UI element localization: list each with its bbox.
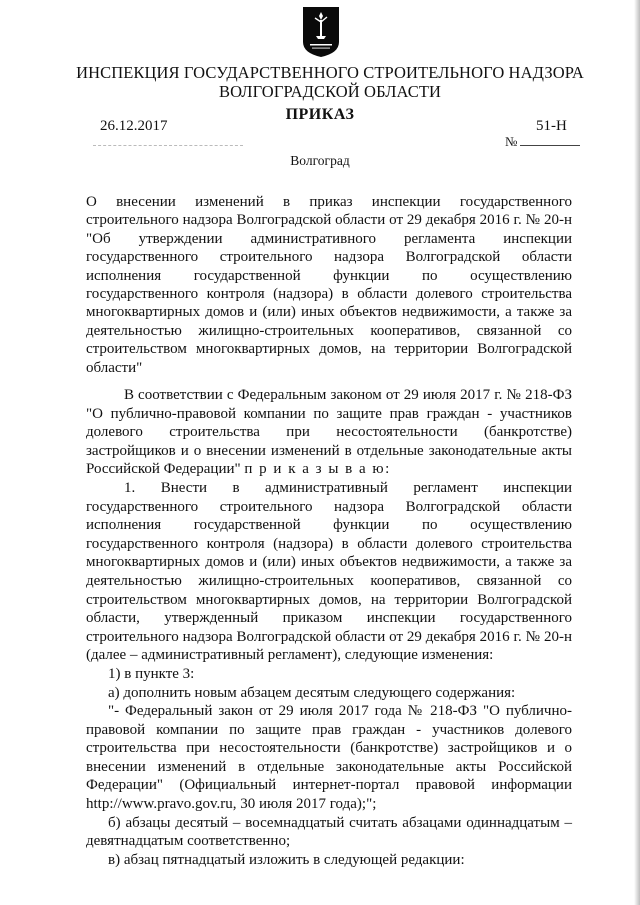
number-underline [520,145,580,146]
authority-name-line2: ВОЛГОГРАДСКОЙ ОБЛАСТИ [218,82,442,101]
authority-name-line1: ИНСПЕКЦИЯ ГОСУДАРСТВЕННОГО СТРОИТЕЛЬНОГО НАДЗОРА [76,63,584,82]
preamble-paragraph [86,386,572,479]
subitem-b-paragraph: б) абзацы десятый – восемнадцатый считать абзацами одиннадцатым – девятнадцатым соответственно; [86,814,572,850]
subitem-a-paragraph: а) дополнить новым абзацем десятым следующего содержания: [108,684,516,701]
number-sign: № [505,134,518,149]
date-underline [93,145,243,146]
order-title: ПРИКАЗ [285,106,355,123]
item-1-paragraph: 1. Внести в административный регламент инспекции государственного строительного надзора Волгоградской области исполнения государственной функции по осуществлению государственного контроля (надзора) в области долевого строительства многоквартирных домов и (или) иных объектов недвижимости, а также за деятельностью жилищно-строительных кооперативов, связанной со строительством многоквартирных домов, на территории Волгоградской области, утвержденный приказом инспекции государственного строительного надзора Волгоградской области от 29 декабря 2016 г. № 20-н (далее – административный регламент), следующие изменения: [86,479,572,664]
order-word: п р и к а з ы в а ю: [244,461,391,478]
order-body [86,386,572,869]
preamble-text: В соответствии с Федеральным законом от 29 июля 2017 г. № 218-ФЗ "О публично-правовой компании по защите прав граждан - участников долевого строительства при несостоятельности (банкротстве) застройщиков и о внесении изменений в отдельные законодательные акты Российской Федерации" [86,387,572,478]
subitem-c-paragraph: в) абзац пятнадцатый изложить в следующей редакции: [108,851,465,868]
subitem-1-paragraph: 1) в пункте 3: [108,665,195,682]
authority-header [60,63,600,101]
order-date: 26.12.2017 [100,118,168,134]
quote-paragraph: "- Федеральный закон от 29 июля 2017 года № 218-ФЗ "О публично-правовой компании по защите прав граждан - участников долевого строительства при несостоятельности (банкротстве) застройщиков и о внесении изменений в отдельные законодательные акты Российской Федерации" (Официальный интернет-портал правовой информации http://www.pravo.gov.ru, 30 июля 2017 года);"; [86,703,572,813]
order-city: Волгоград [290,153,350,168]
coat-of-arms-emblem-icon [302,6,340,58]
number-field [505,134,580,150]
scan-edge [634,0,640,905]
order-number: 51-Н [536,118,567,134]
order-subject: О внесении изменений в приказ инспекции государственного строительного надзора Волгоградской области от 29 декабря 2016 г. № 20-н "Об утверждении административного регламента инспекции государственного строительного надзора Волгоградской области исполнения государственной функции по осуществлению государственного контроля (надзора) в области долевого строительства многоквартирных домов и (или) иных объектов недвижимости, а также за деятельностью жилищно-строительных кооперативов, связанной со строительством многоквартирных домов, на территории Волгоградской области" [86,194,572,376]
